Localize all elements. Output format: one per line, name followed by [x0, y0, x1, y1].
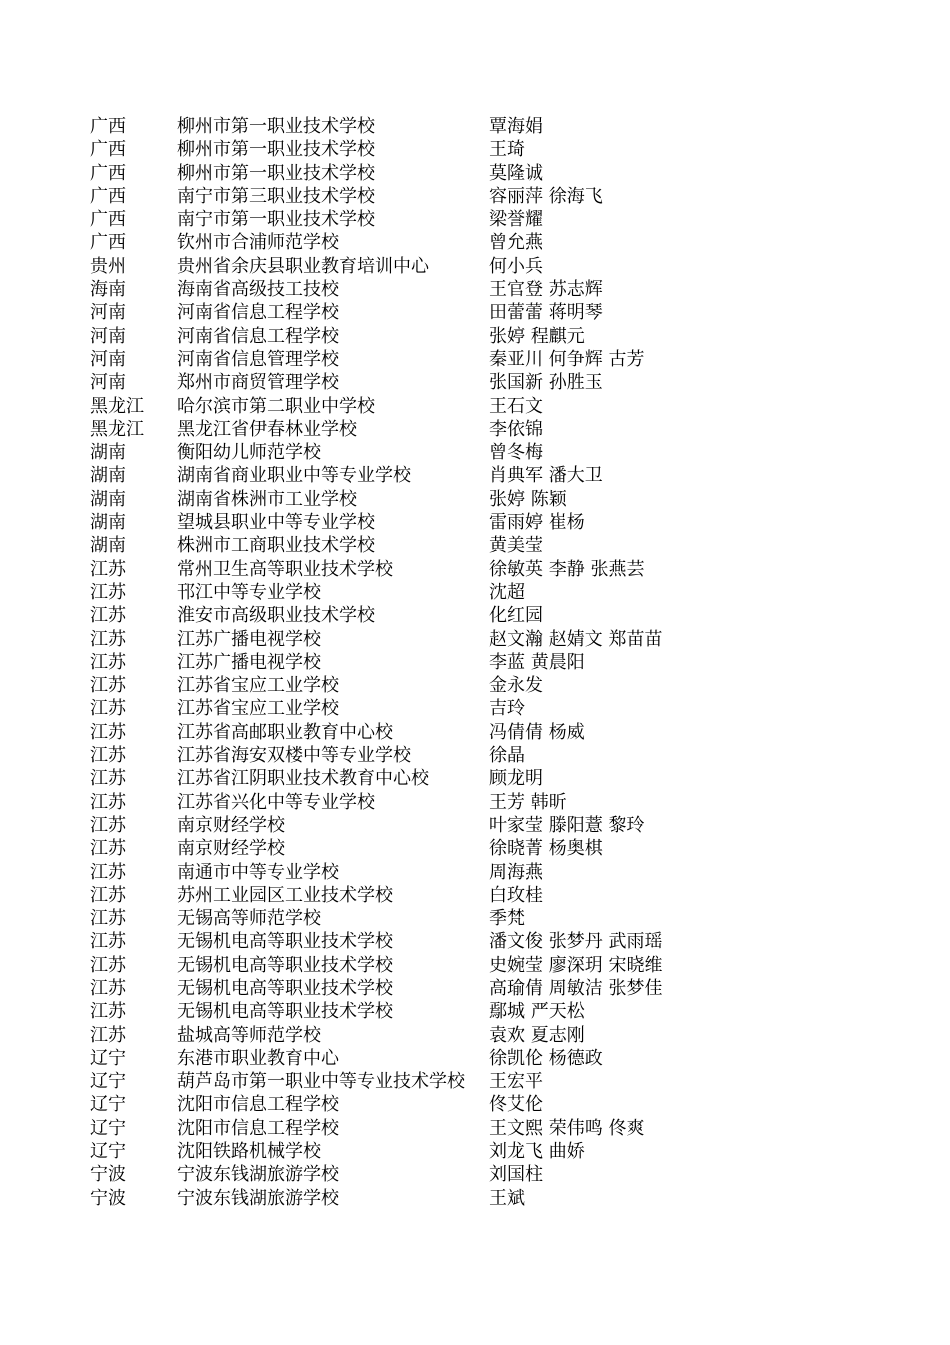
- names-cell: 雷雨婷 崔杨: [489, 512, 585, 534]
- names-cell: 莫隆诚: [489, 162, 543, 184]
- region-cell: 河南: [90, 302, 126, 324]
- names-cell: 徐晓菁 杨奥棋: [489, 838, 603, 860]
- table-row: [90, 488, 910, 511]
- names-cell: 刘龙飞 曲娇: [489, 1141, 585, 1163]
- region-cell: 湖南: [90, 465, 126, 487]
- table-row: [90, 721, 910, 744]
- table-row: [90, 208, 910, 231]
- region-cell: 江苏: [90, 698, 126, 720]
- names-cell: 季梵: [489, 908, 525, 930]
- region-cell: 宁波: [90, 1187, 126, 1209]
- region-cell: 江苏: [90, 977, 126, 999]
- table-row: [90, 604, 910, 627]
- names-cell: 沈超: [489, 581, 525, 603]
- table-row: [90, 861, 910, 884]
- school-cell: 无锡机电高等职业技术学校: [177, 1001, 393, 1023]
- table-row: [90, 348, 910, 371]
- school-cell: 江苏省兴化中等专业学校: [177, 791, 375, 813]
- region-cell: 广西: [90, 162, 126, 184]
- region-cell: 江苏: [90, 884, 126, 906]
- names-cell: 王琦: [489, 139, 525, 161]
- school-cell: 沈阳市信息工程学校: [177, 1117, 339, 1139]
- names-cell: 秦亚川 何争辉 古芳: [489, 348, 645, 370]
- region-cell: 江苏: [90, 581, 126, 603]
- names-cell: 曾冬梅: [489, 442, 543, 464]
- school-cell: 柳州市第一职业技术学校: [177, 116, 375, 137]
- table-row: [90, 1024, 910, 1047]
- names-cell: 化红园: [489, 605, 543, 627]
- school-cell: 衡阳幼儿师范学校: [177, 442, 321, 464]
- names-cell: 王官登 苏志辉: [489, 279, 603, 301]
- names-cell: 梁誉耀: [489, 209, 543, 231]
- school-cell: 淮安市高级职业技术学校: [177, 605, 375, 627]
- names-cell: 容丽萍 徐海飞: [489, 185, 603, 207]
- school-cell: 柳州市第一职业技术学校: [177, 162, 375, 184]
- school-cell: 无锡机电高等职业技术学校: [177, 954, 393, 976]
- names-cell: 袁欢 夏志刚: [489, 1024, 585, 1046]
- region-cell: 广西: [90, 232, 126, 254]
- names-cell: 叶家莹 滕阳薏 黎玲: [489, 814, 645, 836]
- table-row: [90, 1070, 910, 1093]
- school-cell: 南宁市第一职业技术学校: [177, 209, 375, 231]
- table-row: [90, 651, 910, 674]
- table-row: [90, 558, 910, 581]
- names-cell: 张婷 程麒元: [489, 325, 585, 347]
- region-cell: 宁波: [90, 1164, 126, 1186]
- names-cell: 刘国柱: [489, 1164, 543, 1186]
- school-cell: 钦州市合浦师范学校: [177, 232, 339, 254]
- school-cell: 宁波东钱湖旅游学校: [177, 1164, 339, 1186]
- table-row: [90, 1047, 910, 1070]
- school-cell: 南京财经学校: [177, 814, 285, 836]
- school-cell: 江苏省江阴职业技术教育中心校: [177, 768, 429, 790]
- region-cell: 江苏: [90, 558, 126, 580]
- names-cell: 王石文: [489, 395, 543, 417]
- names-cell: 冯倩倩 杨威: [489, 721, 585, 743]
- region-cell: 江苏: [90, 908, 126, 930]
- names-cell: 田蕾蕾 蒋明琴: [489, 302, 603, 324]
- table-row: [90, 255, 910, 278]
- school-cell: 沈阳铁路机械学校: [177, 1141, 321, 1163]
- table-row: [90, 371, 910, 394]
- region-cell: 河南: [90, 372, 126, 394]
- table-row: [90, 162, 910, 185]
- region-cell: 江苏: [90, 1001, 126, 1023]
- region-cell: 江苏: [90, 791, 126, 813]
- names-cell: 王芳 韩昕: [489, 791, 567, 813]
- names-cell: 肖典军 潘大卫: [489, 465, 603, 487]
- region-cell: 江苏: [90, 745, 126, 767]
- region-cell: 贵州: [90, 255, 126, 277]
- school-cell: 河南省信息工程学校: [177, 302, 339, 324]
- table-row: [90, 185, 910, 208]
- table-row: [90, 325, 910, 348]
- names-cell: 徐凯伦 杨德政: [489, 1047, 603, 1069]
- names-cell: 史婉莹 廖深玥 宋晓维: [489, 954, 663, 976]
- names-cell: 顾龙明: [489, 768, 543, 790]
- table-row: [90, 907, 910, 930]
- names-cell: 覃海娟: [489, 116, 543, 137]
- school-cell: 柳州市第一职业技术学校: [177, 139, 375, 161]
- region-cell: 江苏: [90, 838, 126, 860]
- table-row: [90, 301, 910, 324]
- names-cell: 徐敏英 李静 张燕芸: [489, 558, 645, 580]
- school-cell: 无锡机电高等职业技术学校: [177, 931, 393, 953]
- school-cell: 苏州工业园区工业技术学校: [177, 884, 393, 906]
- table-row: [90, 744, 910, 767]
- table-row: [90, 464, 910, 487]
- region-cell: 江苏: [90, 721, 126, 743]
- region-cell: 黑龙江: [90, 418, 144, 440]
- school-cell: 海南省高级技工技校: [177, 279, 339, 301]
- names-cell: 吉玲: [489, 698, 525, 720]
- table-row: [90, 791, 910, 814]
- school-cell: 河南省信息工程学校: [177, 325, 339, 347]
- table-row: [90, 814, 910, 837]
- region-cell: 湖南: [90, 442, 126, 464]
- region-cell: 广西: [90, 185, 126, 207]
- region-cell: 江苏: [90, 1024, 126, 1046]
- names-cell: 何小兵: [489, 255, 543, 277]
- school-cell: 葫芦岛市第一职业中等专业技术学校: [177, 1071, 465, 1093]
- names-cell: 王文熙 荣伟鸣 佟爽: [489, 1117, 645, 1139]
- school-cell: 无锡高等师范学校: [177, 908, 321, 930]
- school-cell: 河南省信息管理学校: [177, 348, 339, 370]
- region-cell: 江苏: [90, 768, 126, 790]
- names-cell: 潘文俊 张梦丹 武雨瑶: [489, 931, 663, 953]
- region-cell: 辽宁: [90, 1071, 126, 1093]
- region-cell: 辽宁: [90, 1047, 126, 1069]
- table-row: [90, 1187, 910, 1210]
- names-cell: 王宏平: [489, 1071, 543, 1093]
- names-cell: 曾允燕: [489, 232, 543, 254]
- region-cell: 黑龙江: [90, 395, 144, 417]
- region-cell: 江苏: [90, 605, 126, 627]
- names-cell: 白玫桂: [489, 884, 543, 906]
- table-row: [90, 534, 910, 557]
- region-cell: 辽宁: [90, 1117, 126, 1139]
- school-cell: 南通市中等专业学校: [177, 861, 339, 883]
- names-cell: 佟艾伦: [489, 1094, 543, 1116]
- names-cell: 周海燕: [489, 861, 543, 883]
- school-cell: 南京财经学校: [177, 838, 285, 860]
- names-cell: 李依锦: [489, 418, 543, 440]
- region-cell: 江苏: [90, 675, 126, 697]
- region-cell: 江苏: [90, 651, 126, 673]
- school-cell: 沈阳市信息工程学校: [177, 1094, 339, 1116]
- table-row: [90, 441, 910, 464]
- table-row: [90, 231, 910, 254]
- table-row: [90, 1140, 910, 1163]
- names-cell: 高瑜倩 周敏洁 张梦佳: [489, 977, 663, 999]
- school-cell: 江苏省宝应工业学校: [177, 675, 339, 697]
- school-cell: 常州卫生高等职业技术学校: [177, 558, 393, 580]
- table-row: [90, 418, 910, 441]
- school-cell: 江苏广播电视学校: [177, 628, 321, 650]
- school-cell: 株洲市工商职业技术学校: [177, 535, 375, 557]
- names-cell: 鄢城 严天松: [489, 1001, 585, 1023]
- table-row: [90, 767, 910, 790]
- school-cell: 湖南省株洲市工业学校: [177, 488, 357, 510]
- names-cell: 王斌: [489, 1187, 525, 1209]
- school-cell: 盐城高等师范学校: [177, 1024, 321, 1046]
- table-row: [90, 954, 910, 977]
- school-cell: 哈尔滨市第二职业中学校: [177, 395, 375, 417]
- names-cell: 黄美莹: [489, 535, 543, 557]
- table-row: [90, 837, 910, 860]
- names-cell: 金永发: [489, 675, 543, 697]
- table-row: [90, 884, 910, 907]
- school-cell: 江苏省高邮职业教育中心校: [177, 721, 393, 743]
- region-cell: 湖南: [90, 488, 126, 510]
- table-row: [90, 395, 910, 418]
- region-cell: 江苏: [90, 954, 126, 976]
- names-cell: 张国新 孙胜玉: [489, 372, 603, 394]
- region-cell: 辽宁: [90, 1094, 126, 1116]
- region-cell: 湖南: [90, 512, 126, 534]
- region-cell: 河南: [90, 325, 126, 347]
- table-row: [90, 1163, 910, 1186]
- region-cell: 广西: [90, 139, 126, 161]
- school-cell: 贵州省余庆县职业教育培训中心: [177, 255, 429, 277]
- award-list-table: [90, 115, 910, 1210]
- region-cell: 海南: [90, 279, 126, 301]
- table-row: [90, 581, 910, 604]
- names-cell: 徐晶: [489, 745, 525, 767]
- names-cell: 张婷 陈颖: [489, 488, 567, 510]
- region-cell: 江苏: [90, 861, 126, 883]
- school-cell: 东港市职业教育中心: [177, 1047, 339, 1069]
- region-cell: 河南: [90, 348, 126, 370]
- table-row: [90, 1117, 910, 1140]
- school-cell: 湖南省商业职业中等专业学校: [177, 465, 411, 487]
- table-row: [90, 278, 910, 301]
- school-cell: 南宁市第三职业技术学校: [177, 185, 375, 207]
- school-cell: 江苏省海安双楼中等专业学校: [177, 745, 411, 767]
- region-cell: 江苏: [90, 931, 126, 953]
- table-row: [90, 115, 910, 138]
- school-cell: 江苏广播电视学校: [177, 651, 321, 673]
- region-cell: 江苏: [90, 628, 126, 650]
- table-row: [90, 511, 910, 534]
- school-cell: 宁波东钱湖旅游学校: [177, 1187, 339, 1209]
- school-cell: 无锡机电高等职业技术学校: [177, 977, 393, 999]
- region-cell: 江苏: [90, 814, 126, 836]
- region-cell: 湖南: [90, 535, 126, 557]
- school-cell: 郑州市商贸管理学校: [177, 372, 339, 394]
- names-cell: 赵文瀚 赵婧文 郑苗苗: [489, 628, 663, 650]
- school-cell: 江苏省宝应工业学校: [177, 698, 339, 720]
- table-row: [90, 930, 910, 953]
- table-row: [90, 628, 910, 651]
- table-row: [90, 977, 910, 1000]
- school-cell: 望城县职业中等专业学校: [177, 512, 375, 534]
- region-cell: 广西: [90, 209, 126, 231]
- table-row: [90, 674, 910, 697]
- school-cell: 邗江中等专业学校: [177, 581, 321, 603]
- table-row: [90, 138, 910, 161]
- table-row: [90, 1093, 910, 1116]
- table-row: [90, 1000, 910, 1023]
- names-cell: 李蓝 黄晨阳: [489, 651, 585, 673]
- region-cell: 辽宁: [90, 1141, 126, 1163]
- region-cell: 广西: [90, 116, 126, 137]
- school-cell: 黑龙江省伊春林业学校: [177, 418, 357, 440]
- table-row: [90, 697, 910, 720]
